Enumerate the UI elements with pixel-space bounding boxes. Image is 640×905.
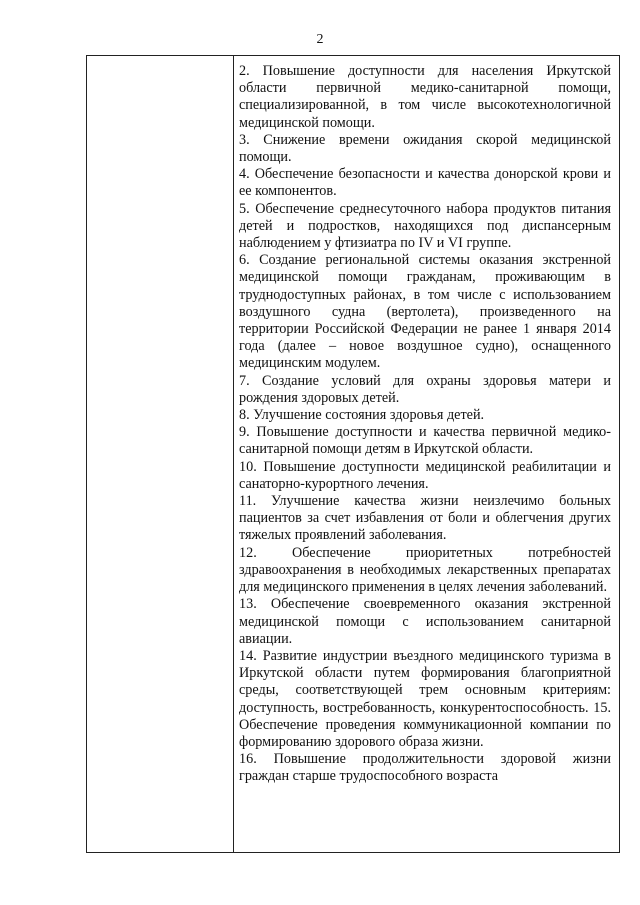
list-item-7: 7. Создание условий для охраны здоровья матери и рождения здоровых детей. (239, 372, 611, 406)
table-left-cell-empty (87, 56, 233, 852)
list-item-13: 13. Обеспечение своевременного оказания экстренной медицинской помощи с использованием санитарной авиации. (239, 596, 611, 647)
list-item-12: 12. Обеспечение приоритетных потребностей здравоохранения в необходимых лекарственных препаратах для медицинского применения в целях лечения заболеваний. (239, 544, 611, 596)
list-item-2: 2. Повышение доступности для населения Иркутской области первичной медико-санитарной помощи, специализированной, в том числе высокотехнологичной медицинской помощи. (239, 63, 611, 131)
list-item-11: 11. Улучшение качества жизни неизлечимо больных пациентов за счет избавления от боли и облегчения других тяжелых проявлений заболевания. (239, 493, 611, 544)
list-item-16: 16. Повышение продолжительности здоровой жизни граждан старше трудоспособного возраста (239, 751, 611, 785)
list-item-14-15: 14. Развитие индустрии въездного медицинского туризма в Иркутской области путем формирования благоприятной среды, соответствующей трем основным критериям: доступность, востребованность, конкурентоспособность. 15. Обеспечение проведения коммуникационной компании по формированию здорового образа жизни. (239, 647, 611, 750)
list-item-5: 5. Обеспечение среднесуточного набора продуктов питания детей и подростков, находящихся под диспансерным наблюдением у фтизиатра по IV и VI группе. (239, 200, 611, 252)
list-item-6: 6. Создание региональной системы оказания экстренной медицинской помощи гражданам, проживающим в труднодоступных районах, в том числе с использованием воздушного судна (вертолета), произведенного на территории Российской Федерации не ранее 1 января 2014 года (далее – новое воздушное судно), оснащенного медицинским модулем. (239, 252, 611, 372)
page-number: 2 (316, 32, 324, 47)
list-item-8: 8. Улучшение состояния здоровья детей. (239, 407, 485, 424)
column-divider (233, 56, 234, 852)
goals-table (86, 55, 620, 853)
list-item-3: 3. Снижение времени ожидания скорой медицинской помощи. (239, 131, 611, 166)
list-item-9: 9. Повышение доступности и качества первичной медико-санитарной помощи детям в Иркутской области. (239, 424, 611, 458)
list-item-10: 10. Повышение доступности медицинской реабилитации и санаторно-курортного лечения. (239, 458, 611, 492)
list-item-4: 4. Обеспечение безопасности и качества донорской крови и ее компонентов. (239, 166, 611, 200)
table-right-cell (239, 63, 611, 786)
